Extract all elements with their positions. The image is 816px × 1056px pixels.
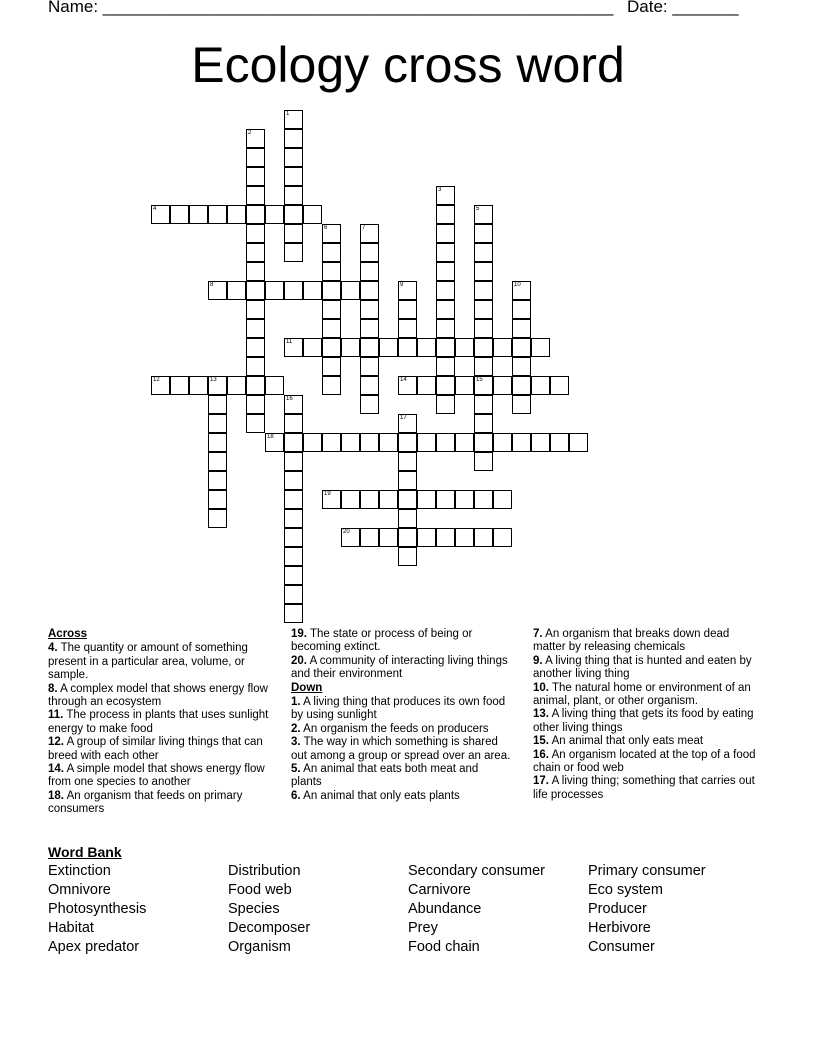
clue-number: 1 [286,111,290,117]
crossword-cell[interactable] [265,205,284,224]
clue-down-17: 17. A living thing; something that carries out life processes [533,775,755,801]
clue-down-7: 7. An organism that breaks down dead matter by releasing chemicals [533,628,730,654]
crossword-cell[interactable] [512,395,531,414]
crossword-cell[interactable] [436,490,455,509]
crossword-cell[interactable] [284,338,303,357]
crossword-cell[interactable] [474,338,493,357]
crossword-cell[interactable] [189,205,208,224]
word-bank-item: Herbivore [588,920,651,936]
crossword-cell[interactable] [322,338,341,357]
clue-across-14: 14. A simple model that shows energy flow from one species to another [48,763,265,789]
word-bank-item: Food web [228,882,292,898]
clues-column-3 [533,628,763,802]
crossword-cell[interactable] [436,205,455,224]
crossword-cell[interactable] [284,110,303,129]
crossword-cell[interactable] [284,490,303,509]
crossword-cell[interactable] [474,205,493,224]
crossword-cell[interactable] [322,300,341,319]
clue-down-13: 13. A living thing that gets its food by eating other living things [533,708,754,734]
crossword-cell[interactable] [246,129,265,148]
clue-number: 16 [286,396,293,402]
crossword-cell[interactable] [284,585,303,604]
crossword-cell[interactable] [360,490,379,509]
crossword-cell[interactable] [455,433,474,452]
across-heading: Across [48,628,87,640]
clue-number: 13 [210,377,217,383]
crossword-cell[interactable] [284,414,303,433]
crossword-cell[interactable] [360,300,379,319]
crossword-cell[interactable] [246,395,265,414]
crossword-cell[interactable] [360,395,379,414]
crossword-cell[interactable] [569,433,588,452]
clue-number: 2 [248,130,252,136]
crossword-cell[interactable] [246,243,265,262]
clue-down-16: 16. An organism located at the top of a food chain or food web [533,748,756,775]
crossword-cell[interactable] [455,490,474,509]
crossword-cell[interactable] [208,509,227,528]
crossword-cell[interactable] [322,281,341,300]
crossword-cell[interactable] [474,528,493,547]
crossword-cell[interactable] [436,338,455,357]
crossword-cell[interactable] [436,186,455,205]
crossword-cell[interactable] [284,167,303,186]
crossword-cell[interactable] [246,148,265,167]
crossword-cell[interactable] [474,395,493,414]
crossword-cell[interactable] [474,224,493,243]
crossword-cell[interactable] [208,471,227,490]
clue-number: 15 [476,377,483,383]
crossword-cell[interactable] [398,281,417,300]
clue-number: 10 [514,282,521,288]
crossword-cell[interactable] [265,433,284,452]
crossword-cell[interactable] [322,376,341,395]
crossword-cell[interactable] [398,547,417,566]
word-bank-item: Food chain [408,939,480,955]
crossword-cell[interactable] [246,338,265,357]
crossword-cell[interactable] [284,604,303,623]
crossword-cell[interactable] [341,528,360,547]
crossword-cell[interactable] [531,433,550,452]
crossword-cell[interactable] [436,433,455,452]
crossword-cell[interactable] [398,490,417,509]
clue-number: 6 [324,225,328,231]
word-bank-item: Extinction [48,863,111,879]
crossword-cell[interactable] [246,205,265,224]
crossword-cell[interactable] [379,490,398,509]
crossword-cell[interactable] [398,433,417,452]
crossword-cell[interactable] [436,281,455,300]
crossword-cell[interactable] [493,338,512,357]
crossword-cell[interactable] [360,319,379,338]
crossword-cell[interactable] [284,566,303,585]
name-field-label[interactable]: Name: ______________________________________________________ [48,0,614,16]
crossword-cell[interactable] [512,281,531,300]
crossword-cell[interactable] [322,433,341,452]
crossword-cell[interactable] [379,433,398,452]
crossword-cell[interactable] [493,376,512,395]
clue-number: 18 [267,434,274,440]
clue-down-15: 15. An animal that only eats meat [533,735,704,748]
crossword-cell[interactable] [227,281,246,300]
crossword-cell[interactable] [265,281,284,300]
crossword-cell[interactable] [246,224,265,243]
crossword-cell[interactable] [208,281,227,300]
crossword-cell[interactable] [284,186,303,205]
crossword-cell[interactable] [284,129,303,148]
crossword-cell[interactable] [208,452,227,471]
crossword-cell[interactable] [512,376,531,395]
crossword-cell[interactable] [398,414,417,433]
crossword-cell[interactable] [227,376,246,395]
word-bank-item: Producer [588,901,647,917]
clue-number: 8 [210,282,214,288]
crossword-cell[interactable] [303,205,322,224]
crossword-cell[interactable] [398,471,417,490]
crossword-cell[interactable] [493,490,512,509]
crossword-cell[interactable] [512,300,531,319]
crossword-cell[interactable] [512,357,531,376]
crossword-cell[interactable] [360,357,379,376]
crossword-cell[interactable] [474,300,493,319]
crossword-cell[interactable] [474,243,493,262]
crossword-cell[interactable] [436,528,455,547]
crossword-cell[interactable] [303,281,322,300]
clue-number: 12 [153,377,160,383]
crossword-cell[interactable] [531,376,550,395]
crossword-cell[interactable] [398,376,417,395]
clue-down-2: 2. An organism the feeds on producers [291,722,489,735]
crossword-cell[interactable] [303,338,322,357]
word-bank-item: Habitat [48,920,94,936]
crossword-cell[interactable] [208,205,227,224]
word-bank-item: Consumer [588,939,655,955]
word-bank-item: Organism [228,939,291,955]
crossword-cell[interactable] [246,262,265,281]
crossword-cell[interactable] [322,490,341,509]
word-bank-item: Prey [408,920,438,936]
crossword-cell[interactable] [493,528,512,547]
crossword-cell[interactable] [246,357,265,376]
crossword-cell[interactable] [512,338,531,357]
crossword-cell[interactable] [284,528,303,547]
crossword-cell[interactable] [436,224,455,243]
clue-down-1: 1. A living thing that produces its own food by using sunlight [291,696,506,722]
crossword-cell[interactable] [474,414,493,433]
crossword-cell[interactable] [246,414,265,433]
crossword-cell[interactable] [474,262,493,281]
crossword-cell[interactable] [284,433,303,452]
crossword-cell[interactable] [550,376,569,395]
crossword-cell[interactable] [417,433,436,452]
crossword-cell[interactable] [360,528,379,547]
word-bank-item: Carnivore [408,882,471,898]
clue-number: 3 [438,187,442,193]
clues-column-2 [291,628,511,803]
word-bank-item: Distribution [228,863,301,879]
crossword-cell[interactable] [417,528,436,547]
word-bank-item: Species [228,901,280,917]
crossword-cell[interactable] [360,376,379,395]
word-bank-item: Decomposer [228,920,311,936]
crossword-cell[interactable] [417,490,436,509]
crossword-cell[interactable] [531,338,550,357]
crossword-cell[interactable] [322,243,341,262]
crossword-cell[interactable] [474,357,493,376]
crossword-cell[interactable] [398,338,417,357]
clue-number: 19 [324,491,331,497]
clue-number: 11 [286,339,293,345]
clue-across-19: 19. The state or process of being or becoming extinct. [291,628,473,654]
crossword-cell[interactable] [284,547,303,566]
crossword-cell[interactable] [436,243,455,262]
crossword-cell[interactable] [284,148,303,167]
crossword-cell[interactable] [379,338,398,357]
crossword-cell[interactable] [208,376,227,395]
crossword-cell[interactable] [322,262,341,281]
crossword-cell[interactable] [246,300,265,319]
crossword-cell[interactable] [284,452,303,471]
crossword-cell[interactable] [436,262,455,281]
crossword-cell[interactable] [303,433,322,452]
crossword-cell[interactable] [360,281,379,300]
crossword-cell[interactable] [246,319,265,338]
crossword-cell[interactable] [284,395,303,414]
word-bank-item: Primary consumer [588,863,706,879]
crossword-cell[interactable] [208,490,227,509]
crossword-cell[interactable] [322,224,341,243]
word-bank-item: Secondary consumer [408,863,546,879]
crossword-cell[interactable] [284,243,303,262]
crossword-cell[interactable] [417,376,436,395]
crossword-cell[interactable] [436,357,455,376]
crossword-cell[interactable] [341,338,360,357]
crossword-cell[interactable] [474,490,493,509]
clue-across-20: 20. A community of interacting living things and their environment [291,654,508,681]
crossword-cell[interactable] [360,243,379,262]
clue-down-10: 10. The natural home or environment of an animal, plant, or other organism. [533,681,751,708]
crossword-cell[interactable] [398,452,417,471]
crossword-cell[interactable] [360,338,379,357]
clue-number: 5 [476,206,480,212]
word-bank-item: Apex predator [48,939,140,955]
crossword-cell[interactable] [189,376,208,395]
crossword-cell[interactable] [208,433,227,452]
crossword-cell[interactable] [284,224,303,243]
clue-number: 20 [343,529,350,535]
crossword-cell[interactable] [474,281,493,300]
clue-across-18: 18. An organism that feeds on primary consumers [48,789,243,816]
crossword-cell[interactable] [151,376,170,395]
crossword-cell[interactable] [360,433,379,452]
crossword-cell[interactable] [436,319,455,338]
crossword-cell[interactable] [170,205,189,224]
clue-across-12: 12. A group of similar living things that can breed with each other [48,736,263,762]
crossword-cell[interactable] [455,376,474,395]
crossword-cell[interactable] [474,319,493,338]
crossword-cell[interactable] [474,433,493,452]
crossword-cell[interactable] [322,357,341,376]
crossword-cell[interactable] [474,376,493,395]
crossword-cell[interactable] [436,300,455,319]
clue-number: 17 [400,415,407,421]
crossword-cell[interactable] [417,338,436,357]
date-field-label[interactable]: Date: _______ [627,0,739,16]
crossword-cell[interactable] [360,262,379,281]
crossword-cell[interactable] [284,205,303,224]
crossword-cell[interactable] [227,205,246,224]
crossword-cell[interactable] [170,376,189,395]
crossword-cell[interactable] [398,300,417,319]
word-bank-item: Eco system [588,882,663,898]
clue-across-11: 11. The process in plants that uses sunlight energy to make food [48,709,269,735]
crossword-cell[interactable] [341,490,360,509]
crossword-cell[interactable] [246,167,265,186]
crossword-cell[interactable] [341,433,360,452]
clue-number: 7 [362,225,366,231]
clue-across-4: 4. The quantity or amount of something present in a particular area, volume, or sample. [48,642,248,682]
word-bank-item: Photosynthesis [48,901,147,917]
crossword-cell[interactable] [550,433,569,452]
clues-column-1 [48,628,278,817]
clue-across-8: 8. A complex model that shows energy flow through an ecosystem [48,682,268,709]
clue-down-3: 3. The way in which something is shared out among a group or spread over an area. [291,736,511,762]
word-bank-title: Word Bank [48,844,122,860]
crossword-cell[interactable] [398,509,417,528]
clue-down-9: 9. A living thing that is hunted and eaten by another living thing [533,654,752,681]
crossword-cell[interactable] [151,205,170,224]
clue-down-5: 5. An animal that eats both meat and plants [291,763,479,789]
down-heading: Down [291,681,323,694]
clue-number: 9 [400,282,404,288]
crossword-cell[interactable] [246,376,265,395]
crossword-cell[interactable] [208,414,227,433]
clue-number: 4 [153,206,157,212]
crossword-cell[interactable] [455,338,474,357]
crossword-cell[interactable] [493,433,512,452]
page-title: Ecology cross word [191,37,625,93]
crossword-cell[interactable] [246,281,265,300]
crossword-cell[interactable] [398,319,417,338]
crossword-cell[interactable] [436,395,455,414]
crossword-cell[interactable] [341,281,360,300]
crossword-cell[interactable] [208,395,227,414]
crossword-cell[interactable] [455,528,474,547]
crossword-cell[interactable] [246,186,265,205]
crossword-cell[interactable] [284,471,303,490]
crossword-cell[interactable] [436,376,455,395]
crossword-cell[interactable] [265,376,284,395]
crossword-cell[interactable] [398,528,417,547]
crossword-cell[interactable] [512,319,531,338]
word-bank-item: Omnivore [48,882,111,898]
crossword-cell[interactable] [474,452,493,471]
clue-number: 14 [400,377,407,383]
crossword-cell[interactable] [512,433,531,452]
crossword-cell[interactable] [379,528,398,547]
word-bank-item: Abundance [408,901,482,917]
crossword-cell[interactable] [284,509,303,528]
crossword-cell[interactable] [322,319,341,338]
clue-down-6: 6. An animal that only eats plants [291,789,460,802]
crossword-cell[interactable] [360,224,379,243]
crossword-cell[interactable] [284,281,303,300]
